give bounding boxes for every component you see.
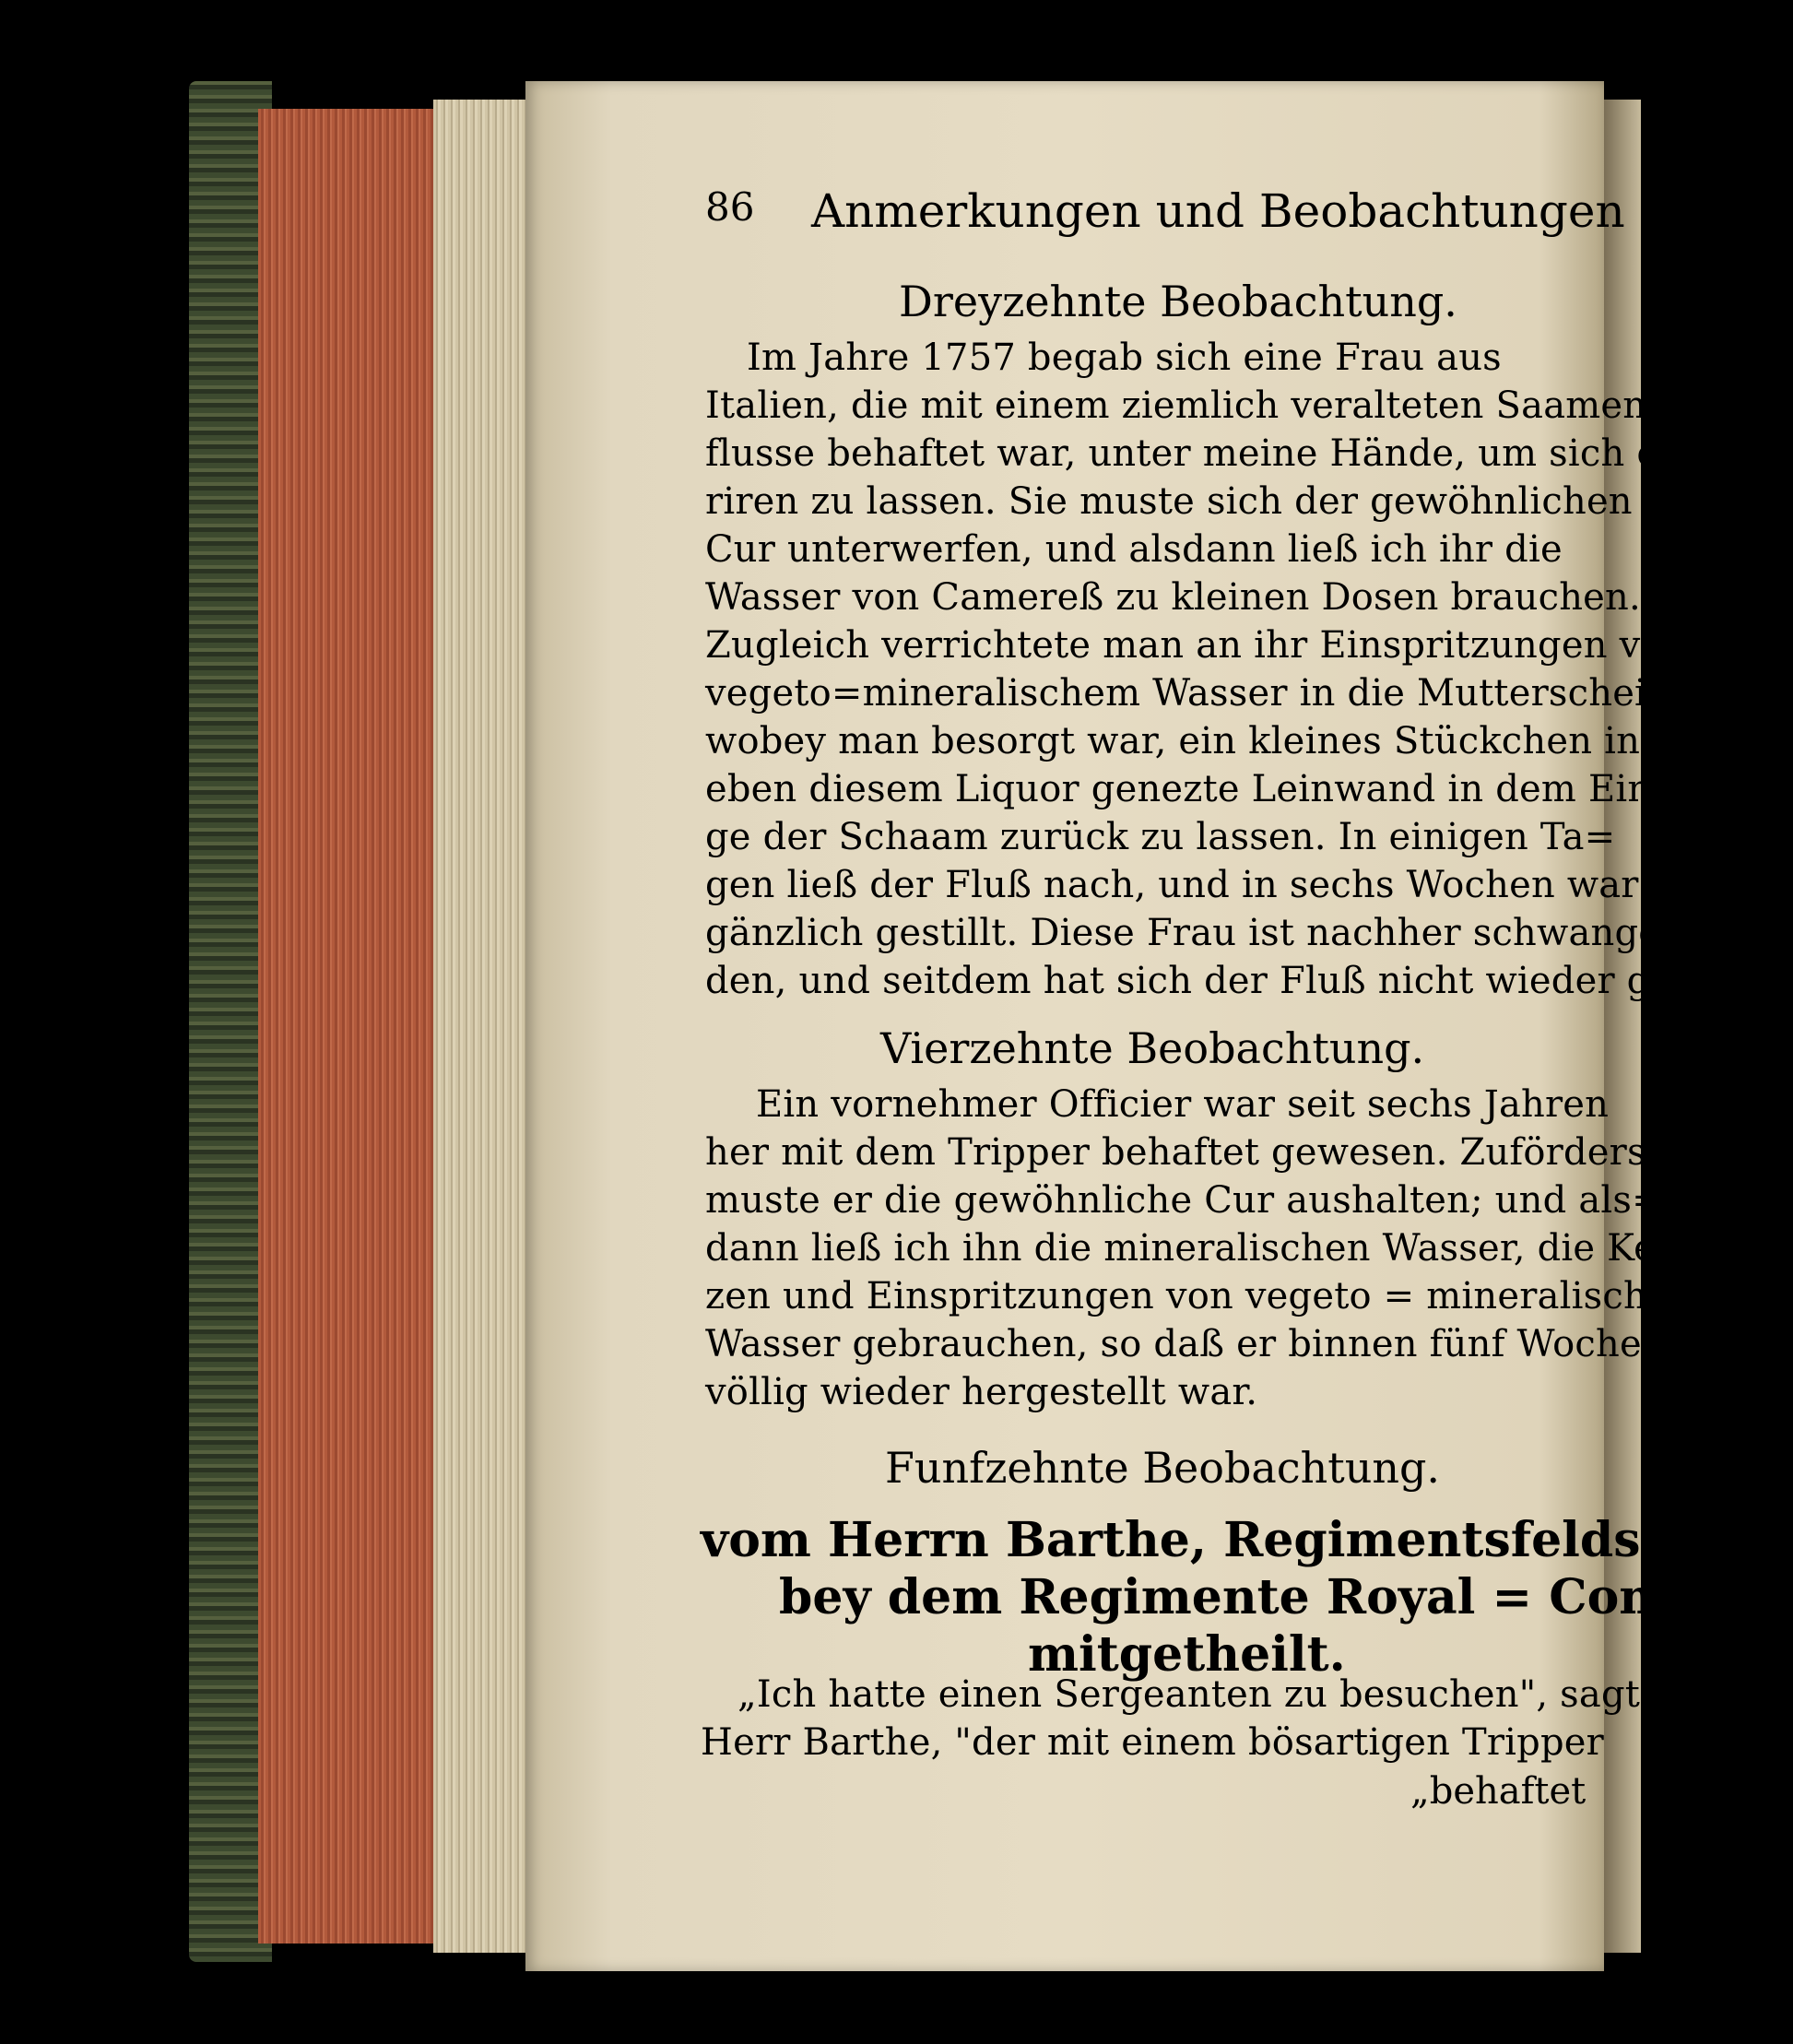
text-line: Italien, die mit einem ziemlich veralteten Saamen= [705, 384, 1678, 427]
text-line: zen und Einspritzungen von vegeto = mineralischem [705, 1275, 1705, 1317]
obs14-heading: Vierzehnte Beobachtung. [880, 1023, 1425, 1073]
text-line: Wasser gebrauchen, so daß er binnen fünf Wochen [705, 1323, 1666, 1365]
text-line: Zugleich verrichtete man an ihr Einspritzungen von [705, 624, 1687, 667]
text-line: bey dem Regimente Royal = Comtois, [779, 1569, 1787, 1625]
running-head: Anmerkungen und Beobachtungen [811, 184, 1625, 238]
text-line: muste er die gewöhnliche Cur aushalten; und als= [705, 1179, 1663, 1222]
text-line: gänzlich gestillt. Diese Frau ist nachher schwanger wor= [705, 912, 1793, 954]
text-line: vegeto=mineralischem Wasser in die Mutterscheide; [705, 672, 1705, 715]
obs13-heading: Dreyzehnte Beobachtung. [899, 277, 1457, 326]
text-line: dann ließ ich ihn die mineralischen Wasser, die Ker= [705, 1227, 1705, 1270]
text-line: Im Jahre 1757 begab sich eine Frau aus [747, 337, 1502, 379]
text-line: den, und seitdem hat sich der Fluß nicht wieder gezeigt. [705, 960, 1777, 1002]
text-line: völlig wieder hergestellt war. [705, 1371, 1258, 1413]
obs15-heading: Funfzehnte Beobachtung. [885, 1443, 1441, 1493]
text-line: her mit dem Tripper behaftet gewesen. Zuförderst [705, 1131, 1661, 1174]
catchword: „behaftet [1410, 1770, 1587, 1813]
page-edge-red [258, 109, 433, 1944]
text-line: wobey man besorgt war, ein kleines Stückchen in [705, 720, 1641, 762]
text-line: eben diesem Liquor genezte Leinwand in dem Eingan= [705, 768, 1752, 810]
text-line: mitgetheilt. [1028, 1626, 1346, 1683]
text-line: „Ich hatte einen Sergeanten zu besuchen", sagt [737, 1673, 1641, 1716]
text-line: ge der Schaam zurück zu lassen. In einigen Ta= [705, 816, 1616, 858]
text-line: Cur unterwerfen, und alsdann ließ ich ihr die [705, 528, 1563, 571]
text-line: Ein vornehmer Officier war seit sechs Jahren [756, 1083, 1610, 1126]
text-line: Wasser von Camereß zu kleinen Dosen brauchen. [705, 576, 1641, 619]
page-number: 86 [705, 184, 755, 230]
text-line: Herr Barthe, "der mit einem bösartigen Tripper [701, 1721, 1604, 1764]
text-line: flusse behaftet war, unter meine Hände, um sich cu= [705, 432, 1713, 475]
text-line: gen ließ der Fluß nach, und in sechs Wochen war er [705, 864, 1691, 906]
text-line: riren zu lassen. Sie muste sich der gewöhnlichen [705, 480, 1633, 523]
text-line: vom Herrn Barthe, Regimentsfeldscheer [701, 1512, 1791, 1568]
